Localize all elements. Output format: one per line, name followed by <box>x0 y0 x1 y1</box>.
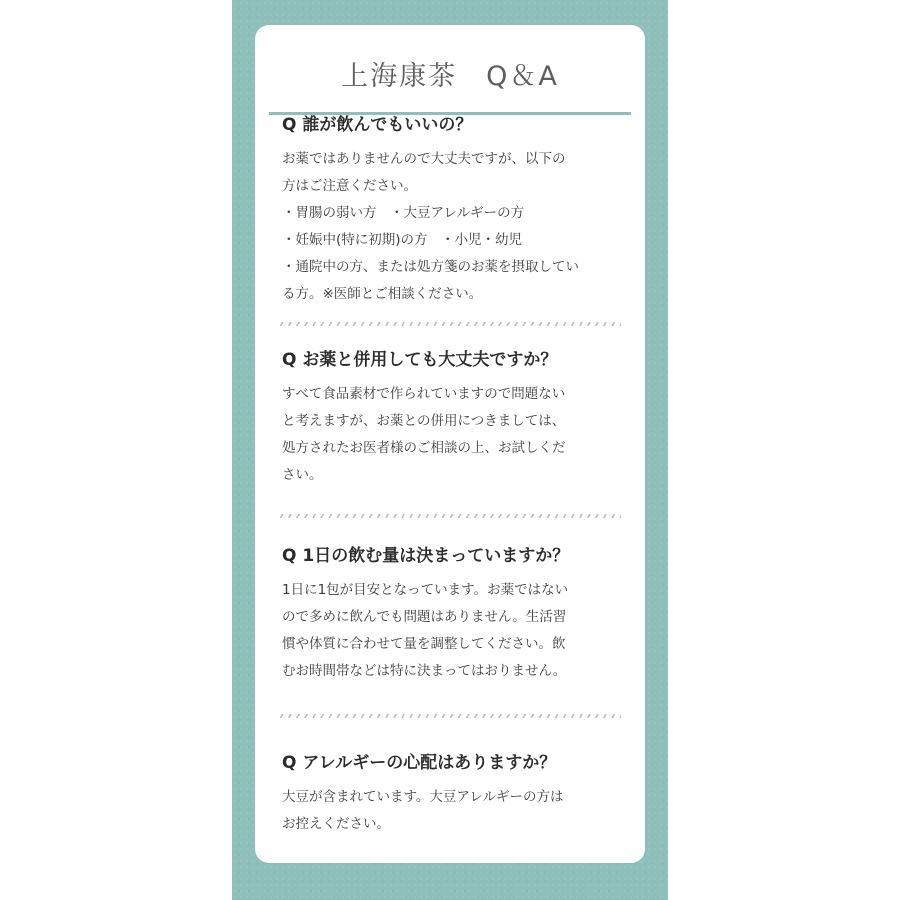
answer-line: 大豆が含まれています。大豆アレルギーの方は <box>282 789 564 805</box>
answer-text <box>282 381 627 489</box>
question-heading: Q アレルギーの心配はありますか？ <box>282 753 557 773</box>
answer-line: さい。 <box>282 467 323 483</box>
dashed-divider <box>279 714 621 718</box>
answer-line: ・通院中の方、または処方箋のお薬を摂取してい <box>282 259 579 275</box>
question-heading: Q 誰が飲んでもいいの？ <box>282 115 473 135</box>
qa-item-medicine-combination <box>282 352 627 489</box>
question-heading: Q お薬と併用しても大丈夫ですか？ <box>282 350 558 370</box>
answer-text <box>282 784 627 838</box>
answer-line: 処方されたお医者様のご相談の上、お試しくだ <box>282 440 566 456</box>
answer-line: むお時間帯などは特に決まってはおりません。 <box>282 663 567 679</box>
qa-item-allergy <box>282 755 627 838</box>
answer-line: 方はご注意ください。 <box>282 178 417 194</box>
answer-text <box>282 146 627 308</box>
answer-line: ・妊娠中(特に初期)の方 ・小児・幼児 <box>282 232 523 248</box>
answer-line: 1日に1包が目安となっています。お薬ではない <box>282 582 569 598</box>
answer-line: すべて食品素材で作られていますので問題ない <box>282 386 566 402</box>
answer-line: ・胃腸の弱い方 ・大豆アレルギーの方 <box>282 205 525 221</box>
answer-line: お薬ではありませんので大丈夫ですが、以下の <box>282 151 566 167</box>
page-title: 上海康茶 Q＆A <box>341 61 559 92</box>
question-heading: Q 1日の飲む量は決まっていますか？ <box>282 546 570 566</box>
answer-text <box>282 577 627 685</box>
dashed-divider <box>279 322 621 326</box>
answer-line: ので多めに飲んでも問題はありません。生活習 <box>282 609 567 625</box>
answer-line: る方。※医師とご相談ください。 <box>282 286 483 302</box>
qa-item-daily-amount <box>282 548 627 685</box>
answer-line: お控えください。 <box>282 816 390 832</box>
qa-item-who-can-drink <box>282 117 627 308</box>
answer-line: 慣や体質に合わせて量を調整してください。飲 <box>282 636 566 652</box>
qa-card <box>255 25 645 863</box>
dashed-divider <box>279 514 621 518</box>
answer-line: と考えますが、お薬との併用につきましては、 <box>282 413 566 429</box>
